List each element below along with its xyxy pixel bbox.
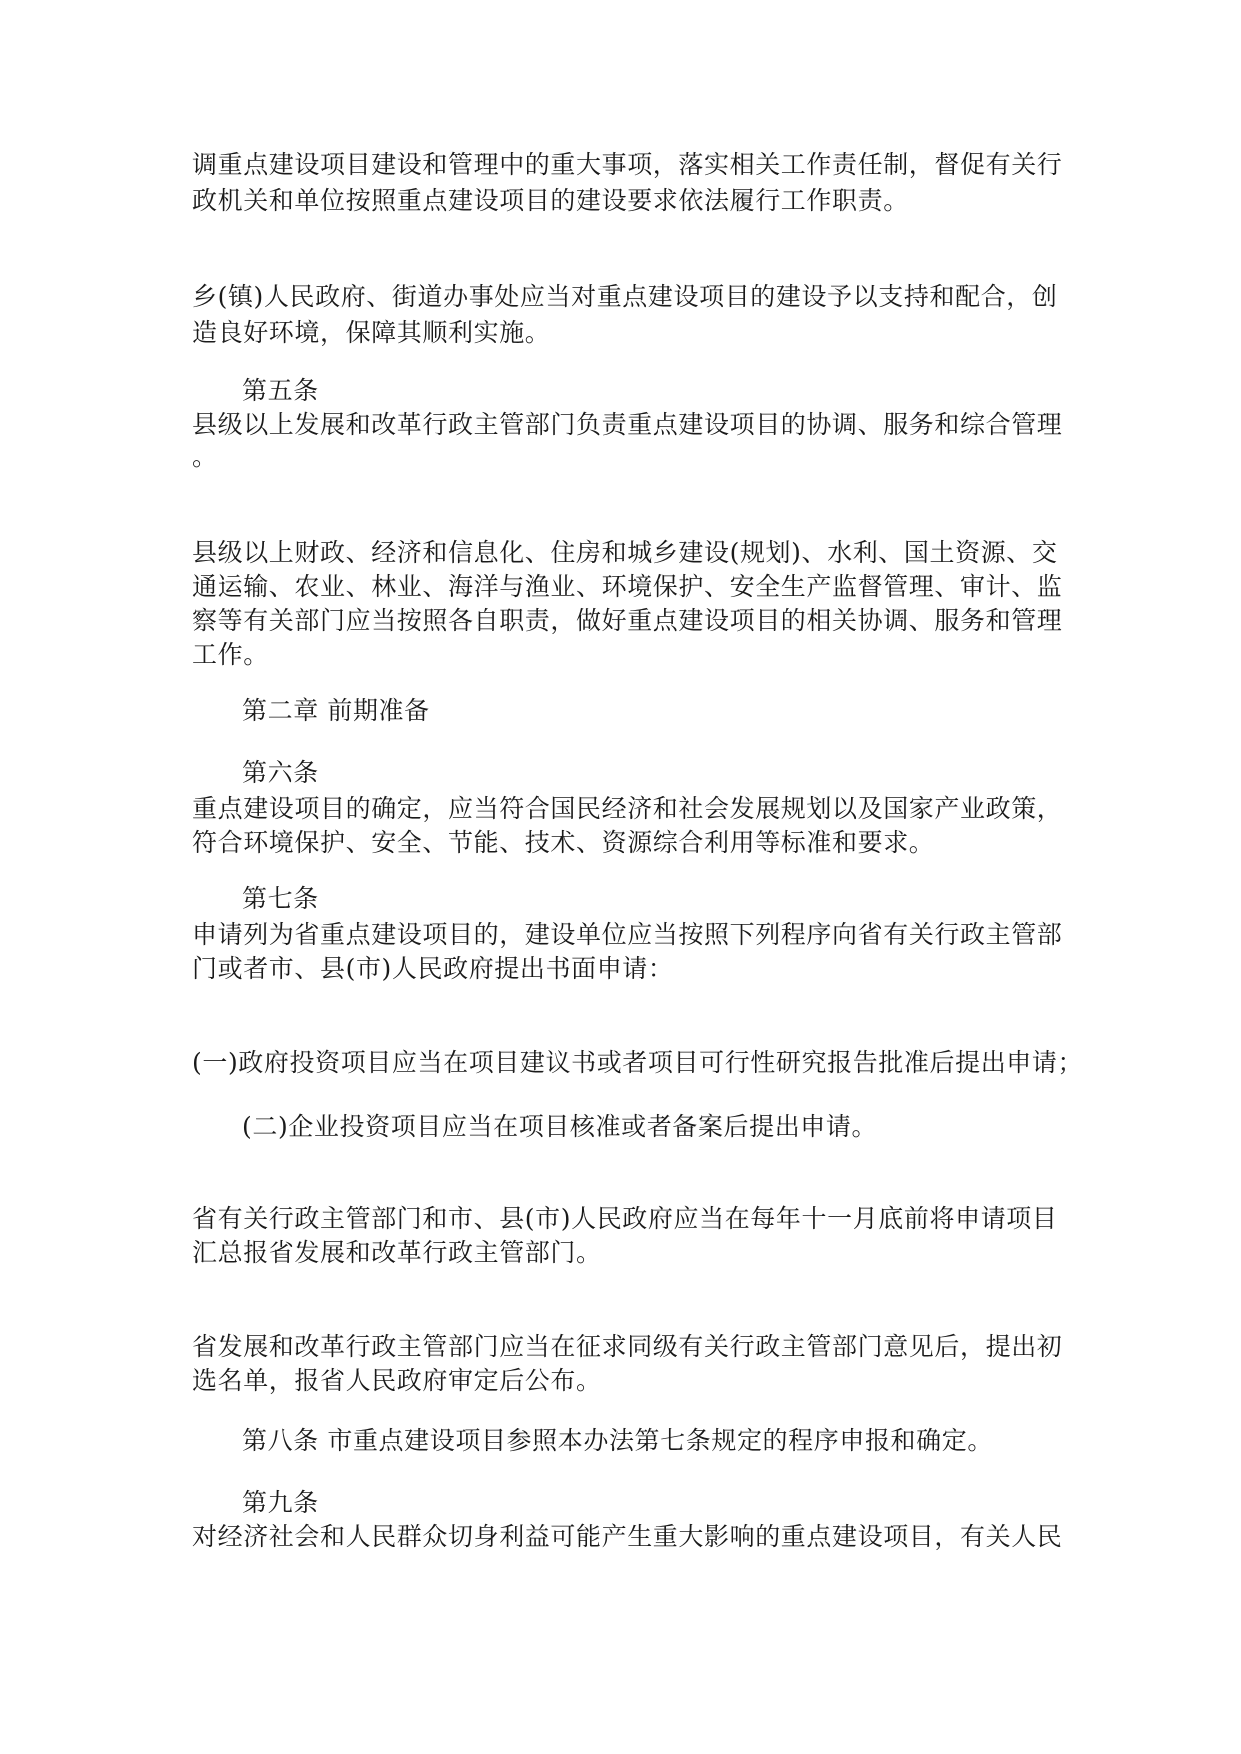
- paragraph-line: 省发展和改革行政主管部门应当在征求同级有关行政主管部门意见后，提出初: [192, 1332, 1063, 1361]
- paragraph-line: 政机关和单位按照重点建设项目的建设要求依法履行工作职责。: [192, 186, 909, 215]
- article-heading: 第九条: [242, 1488, 319, 1517]
- paragraph-line: (二)企业投资项目应当在项目核准或者备案后提出申请。: [242, 1112, 878, 1141]
- paragraph-line: 县级以上财政、经济和信息化、住房和城乡建设(规划)、水利、国土资源、交: [192, 538, 1058, 567]
- paragraph-line: 对经济社会和人民群众切身利益可能产生重大影响的重点建设项目，有关人民: [192, 1522, 1063, 1551]
- article-heading: 第五条: [242, 376, 319, 405]
- paragraph-line: 察等有关部门应当按照各自职责，做好重点建设项目的相关协调、服务和管理: [192, 606, 1063, 635]
- paragraph-line: 通运输、农业、林业、海洋与渔业、环境保护、安全生产监督管理、审计、监: [192, 572, 1063, 601]
- paragraph-line: 工作。: [192, 640, 269, 669]
- paragraph-line: 符合环境保护、安全、节能、技术、资源综合利用等标准和要求。: [192, 828, 935, 857]
- paragraph-line: 调重点建设项目建设和管理中的重大事项，落实相关工作责任制，督促有关行: [192, 150, 1063, 179]
- paragraph-line: 省有关行政主管部门和市、县(市)人民政府应当在每年十一月底前将申请项目: [192, 1204, 1058, 1233]
- article-heading: 第八条 市重点建设项目参照本办法第七条规定的程序申报和确定。: [242, 1426, 993, 1455]
- paragraph-line: 乡(镇)人民政府、街道办事处应当对重点建设项目的建设予以支持和配合，创: [192, 282, 1058, 311]
- article-heading: 第七条: [242, 884, 319, 913]
- article-heading: 第六条: [242, 758, 319, 787]
- paragraph-line: 重点建设项目的确定，应当符合国民经济和社会发展规划以及国家产业政策，: [192, 794, 1063, 823]
- paragraph-line: 选名单，报省人民政府审定后公布。: [192, 1366, 602, 1395]
- paragraph-line: 县级以上发展和改革行政主管部门负责重点建设项目的协调、服务和综合管理: [192, 410, 1063, 439]
- paragraph-line: (一)政府投资项目应当在项目建议书或者项目可行性研究报告批准后提出申请；: [192, 1048, 1084, 1077]
- paragraph-line: 。: [192, 442, 218, 471]
- paragraph-line: 汇总报省发展和改革行政主管部门。: [192, 1238, 602, 1267]
- paragraph-line: 申请列为省重点建设项目的，建设单位应当按照下列程序向省有关行政主管部: [192, 920, 1063, 949]
- chapter-heading: 第二章 前期准备: [242, 696, 430, 725]
- paragraph-line: 造良好环境，保障其顺利实施。: [192, 318, 551, 347]
- paragraph-line: 门或者市、县(市)人民政府提出书面申请：: [192, 954, 674, 983]
